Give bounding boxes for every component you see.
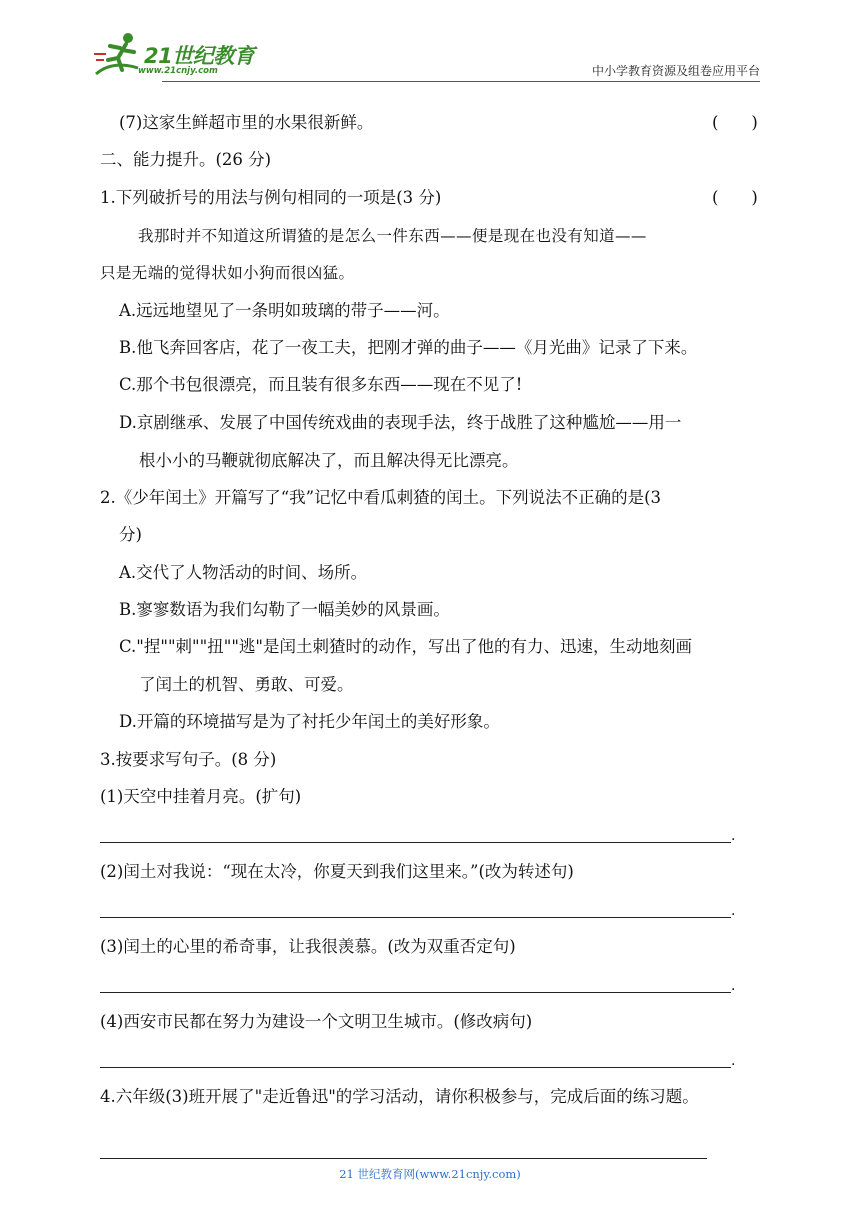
logo-text: 21世纪教育	[144, 44, 255, 68]
q1-option-b: B.他飞奔回客店，花了一夜工夫，把刚才弹的曲子——《月光曲》记录了下来。	[119, 338, 698, 357]
answer-end-mark: .	[731, 978, 736, 994]
page-header	[92, 30, 760, 82]
question-1-stem: 1.下列破折号的用法与例句相同的一项是(3 分)	[100, 188, 442, 207]
answer-line-4[interactable]	[100, 1067, 731, 1068]
logo-url: www.21cnjy.com	[138, 66, 218, 76]
answer-line-2[interactable]	[100, 917, 731, 918]
q2-option-a: A.交代了人物活动的时间、场所。	[119, 563, 368, 582]
footer-divider	[100, 1158, 707, 1159]
q2-option-c-line1: C."捏""刺""扭""逃"是闰土刺猹时的动作，写出了他的有力、迅速，生动地刻画	[119, 637, 692, 656]
q3-item-1: (1)天空中挂着月亮。(扩句)	[100, 787, 302, 806]
answer-end-mark: .	[731, 1053, 736, 1069]
q1-option-a: A.远远地望见了一条明如玻璃的带子——河。	[119, 301, 450, 320]
q1-option-d-line2: 根小小的马鞭就彻底解决了，而且解决得无比漂亮。	[139, 451, 519, 470]
q2-option-d: D.开篇的环境描写是为了衬托少年闰土的美好形象。	[119, 712, 500, 731]
section-title: 二、能力提升。(26 分)	[100, 150, 272, 169]
page-footer[interactable]: 21 世纪教育网(www.21cnjy.com)	[339, 1167, 521, 1181]
question-2-stem-cont: 分)	[119, 525, 142, 544]
header-divider	[162, 81, 760, 82]
q1-option-d-line1: D.京剧继承、发展了中国传统戏曲的表现手法，终于战胜了这种尴尬——用一	[119, 413, 682, 432]
answer-paren-q7: ( )	[712, 113, 758, 132]
q1-option-c: C.那个书包很漂亮，而且装有很多东西——现在不见了!	[119, 375, 523, 394]
question-2-stem: 2.《少年闰土》开篇写了“我”记忆中看瓜刺猹的闰土。下列说法不正确的是(3	[100, 488, 662, 507]
header-platform-name: 中小学教育资源及组卷应用平台	[591, 64, 760, 78]
question-4-stem: 4.六年级(3)班开展了"走近鲁迅"的学习活动，请你积极参与，完成后面的练习题。	[100, 1087, 699, 1106]
answer-line-3[interactable]	[100, 992, 731, 993]
q3-item-3: (3)闰土的心里的希奇事，让我很羡慕。(改为双重否定句)	[100, 937, 516, 956]
example-sentence-line1: 我那时并不知道这所谓猹的是怎么一件东西——便是现在也没有知道——	[138, 227, 647, 245]
q2-option-c-line2: 了闰土的机智、勇敢、可爱。	[139, 675, 354, 694]
answer-end-mark: .	[731, 903, 736, 919]
q3-item-2: (2)闰土对我说：“现在太冷，你夏天到我们这里来。”(改为转述句)	[100, 862, 574, 881]
example-sentence-line2: 只是无端的觉得状如小狗而很凶猛。	[100, 264, 355, 282]
answer-paren-q1: ( )	[712, 188, 758, 207]
q2-option-b: B.寥寥数语为我们勾勒了一幅美妙的风景画。	[119, 600, 450, 619]
answer-end-mark: .	[731, 828, 736, 844]
site-logo	[92, 30, 267, 80]
question-3-stem: 3.按要求写句子。(8 分)	[100, 750, 277, 769]
q3-item-4: (4)西安市民都在努力为建设一个文明卫生城市。(修改病句)	[100, 1012, 533, 1031]
answer-line-1[interactable]	[100, 842, 731, 843]
question-7: (7)这家生鲜超市里的水果很新鲜。	[119, 113, 374, 132]
